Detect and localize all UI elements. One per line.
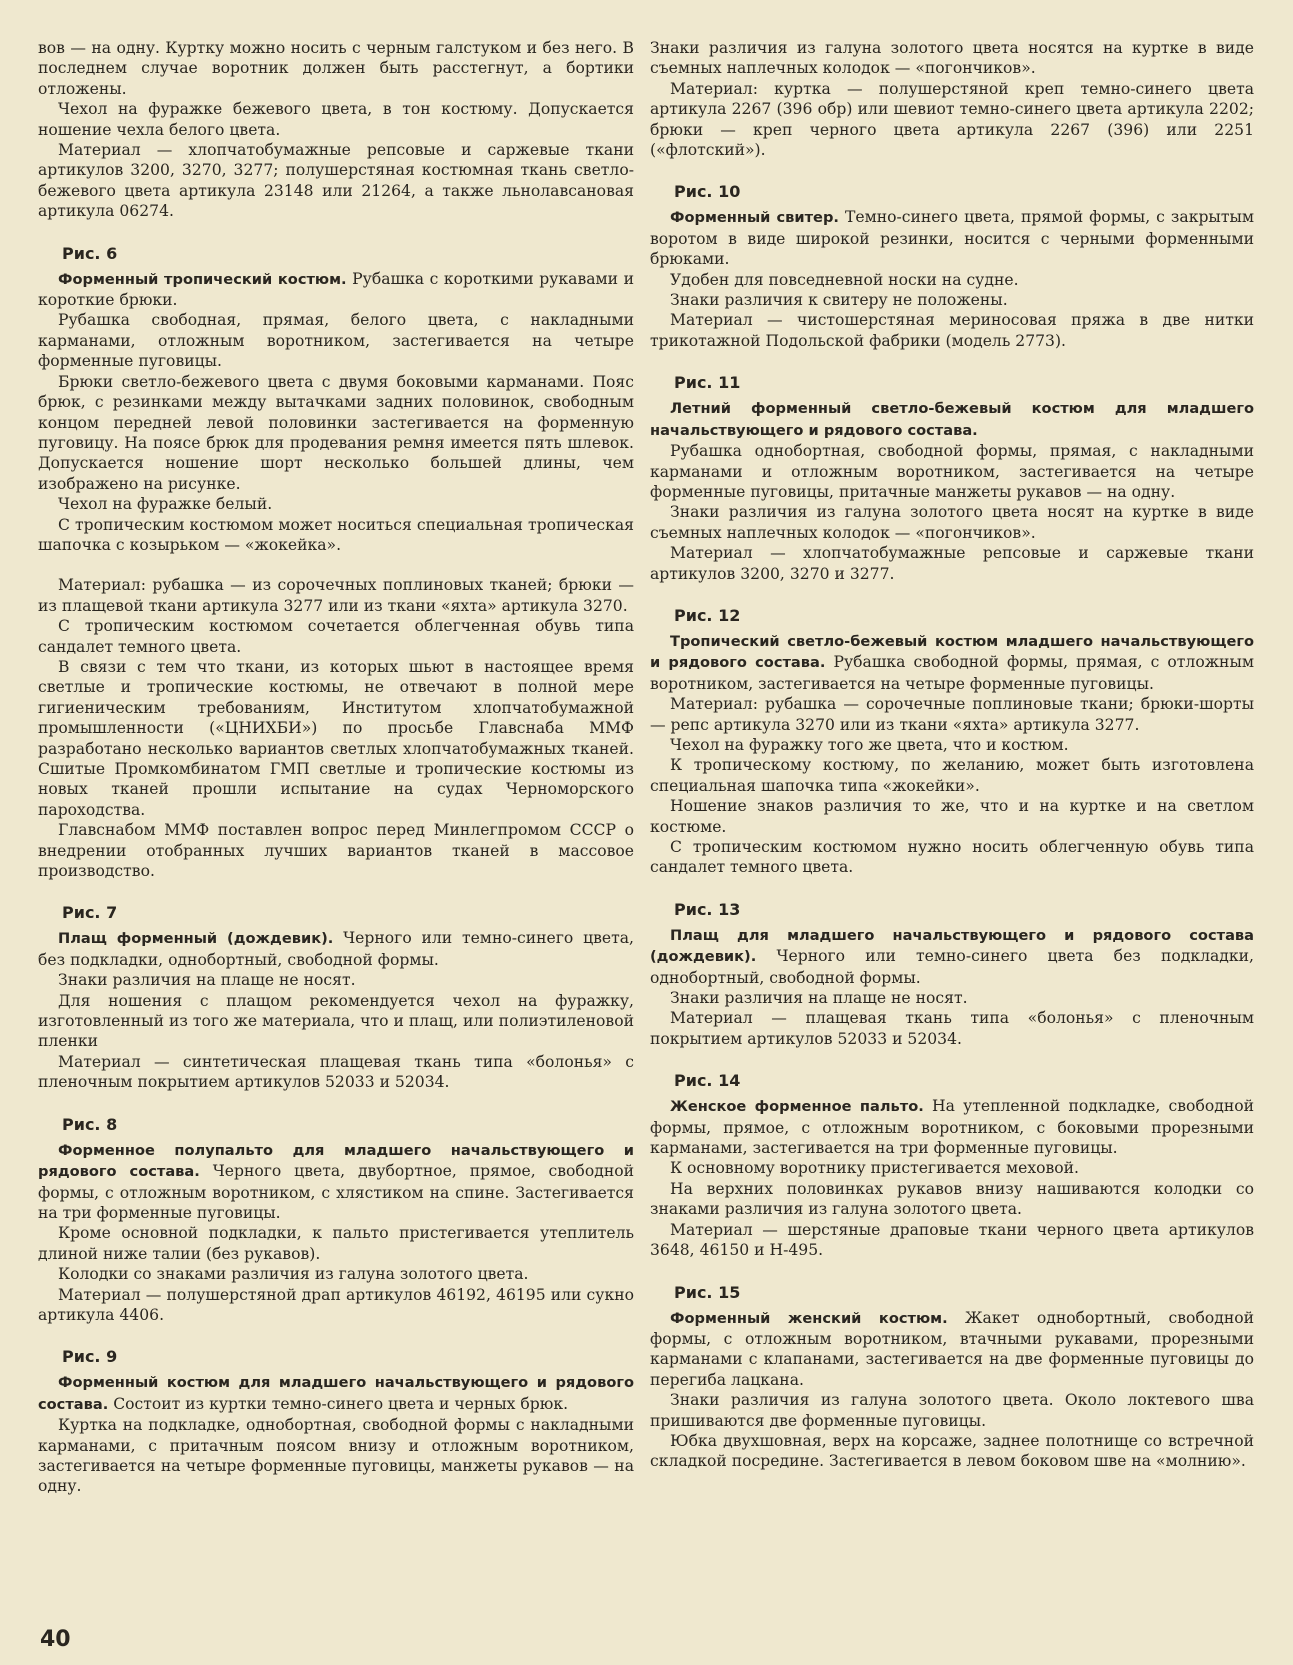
paragraph: Колодки со знаками различия из галуна золотого цвета.: [58, 1265, 529, 1284]
spacer: [38, 555, 634, 575]
paragraph: К основному воротнику пристегивается меховой.: [670, 1159, 1080, 1178]
lead-title: Форменный тропический костюм.: [58, 270, 347, 288]
paragraph: Знаки различия из галуна золотого цвета носятся на куртке в виде съемных наплечных колодок — «погончиков».: [650, 39, 1254, 78]
lead-paragraph: [650, 207, 1254, 269]
paragraph: К тропическому костюму, по желанию, может быть изготовлена специальная шапочка типа «жокейки».: [650, 756, 1254, 795]
lead-title: Летний форменный светло-бежевый костюм для младшего начальствующего и рядового состава.: [650, 400, 1254, 439]
lead-paragraph: [38, 269, 634, 311]
lead-paragraph: [650, 1308, 1254, 1391]
paragraph: На верхних половинках рукавов внизу нашиваются колодки со знаками различия из галуна золотого цвета.: [650, 1179, 1254, 1219]
lead-title: Форменный женский костюм.: [670, 1309, 948, 1327]
lead-title: Плащ форменный (дождевик).: [58, 930, 334, 948]
figure-heading: Рис. 15: [674, 1282, 741, 1302]
figure-heading: Рис. 9: [62, 1347, 118, 1367]
section-fig11: [650, 373, 1254, 584]
section-fig7: [38, 903, 634, 1092]
paragraph: Знаки различия из галуна золотого цвета. Около локтевого шва пришиваются две форменные пуговицы.: [650, 1391, 1254, 1430]
lead-title: Тропический светло-бежевый костюм младшего начальствующего и рядового состава.: [650, 632, 1254, 672]
lead-paragraph: [650, 631, 1254, 694]
paragraph: Материал — синтетическая плащевая ткань типа «болонья» с пленочным покрытием артикулов 52033 и 52034.: [38, 1052, 634, 1092]
lead-paragraph: [38, 928, 634, 970]
paragraph: Рубашка свободная, прямая, белого цвета, с накладными карманами, отложным воротником, застегивается на четыре форменные пуговицы.: [38, 311, 634, 371]
section-fig14: [650, 1071, 1254, 1260]
lead-paragraph: [650, 398, 1254, 441]
paragraph: Материал — хлопчатобумажные репсовые и саржевые ткани артикулов 3200, 3270, 3277; полушерстяная костюмная ткань светло-бежевого цвета артикула 23148 или 21264, а также льнолавсановая артикула 06274.: [38, 141, 634, 221]
paragraph: Удобен для повседневной носки на судне.: [670, 270, 1019, 289]
lead-title: Форменный костюм для младшего начальствующего и рядового состава.: [38, 1374, 634, 1413]
paragraph: Материал: рубашка — из сорочечных поплиновых тканей; брюки — из плащевой ткани артикула 3277 или из ткани «яхта» артикула 3270.: [38, 576, 634, 615]
lead-title: Форменное полупальто для младшего начальствующего и рядового состава.: [38, 1141, 634, 1181]
paragraph: С тропическим костюмом нужно носить облегченную обувь типа сандалет темного цвета.: [650, 838, 1254, 877]
page-number: 40: [40, 1627, 71, 1652]
paragraph: Кроме основной подкладки, к пальто пристегивается утеплитель длиной ниже талии (без рукавов).: [38, 1224, 634, 1263]
paragraph: Знаки различия на плаще не носят.: [58, 971, 356, 990]
lead-text: Рубашка с короткими рукавами и короткие брюки.: [38, 269, 634, 310]
paragraph: Материал — шерстяные драповые ткани черного цвета артикулов 3648, 46150 и Н-495.: [650, 1220, 1254, 1260]
left-column: [38, 38, 634, 1497]
paragraph: Материал: рубашка — сорочечные поплиновые ткани; брюки-шорты — репс артикула 3270 или из ткани «яхта» артикула 3277.: [650, 695, 1254, 734]
section-fig10: [650, 182, 1254, 351]
paragraph: Чехол на фуражке белый.: [58, 495, 273, 514]
paragraph: Знаки различия из галуна золотого цвета носят на куртке в виде съемных наплечных колодок — «погончиков».: [650, 503, 1254, 542]
paragraph: вов — на одну. Куртку можно носить с черным галстуком и без него. В последнем случае воротник должен быть расстегнут, а бортики отложены.: [38, 39, 634, 98]
paragraph: Юбка двухшовная, верх на корсаже, заднее полотнище со встречной складкой посредине. Застегивается в левом боковом шве на «молнию».: [650, 1431, 1254, 1471]
right-intro: [650, 38, 1254, 160]
lead-text: Темно-синего цвета, прямой формы, с закрытым воротом в виде широкой резинки, носится с черными форменными брюками.: [650, 208, 1255, 269]
paragraph: Главснабом ММФ поставлен вопрос перед Минлегпромом СССР о внедрении отобранных лучших вариантов тканей в массовое производство.: [38, 821, 634, 881]
figure-heading: Рис. 11: [674, 373, 741, 393]
right-column: [650, 38, 1254, 1472]
paragraph: Материал — полушерстяной драп артикулов 46192, 46195 или сукно артикула 4406.: [38, 1285, 634, 1324]
paragraph: В связи с тем что ткани, из которых шьют в настоящее время светлые и тропические костюмы, не отвечают в полной мере гигиеническим требованиям, Институтом хлопчатобумажной промышленности («ЦНИХБИ») по просьбе Главснаба ММФ разработано несколько вариантов светлых хлопчатобумажных тканей. Сшитые Промкомбинатом ГМП светлые и тропические костюмы из новых тканей прошли испытание на судах Черноморского пароходства.: [38, 657, 634, 819]
lead-text: На утепленной подкладке, свободной формы, прямое, с отложным воротником, с боковыми прорезными карманами, застегивается на три форменные пуговицы.: [650, 1097, 1254, 1158]
left-intro: [38, 38, 634, 222]
figure-heading: Рис. 8: [62, 1114, 118, 1134]
paragraph: Рубашка однобортная, свободной формы, прямая, с накладными карманами и отложным воротником, застегивается на четыре форменные пуговицы, притачные манжеты рукавов — на одну.: [650, 442, 1254, 501]
paragraph: Куртка на подкладке, однобортная, свободной формы с накладными карманами, с притачным поясом внизу и отложным воротником, застегивается на четыре форменные пуговицы, манжеты рукавов — на одну.: [38, 1416, 634, 1496]
paragraph: С тропическим костюмом сочетается облегченная обувь типа сандалет темного цвета.: [38, 617, 634, 656]
paragraph: Для ношения с плащом рекомендуется чехол на фуражку, изготовленный из того же материала, что и плащ, или полиэтиленовой пленки: [38, 991, 634, 1051]
lead-title: Плащ для младшего начальствующего и рядового состава (дождевик).: [650, 926, 1254, 966]
lead-text: Рубашка свободной формы, прямая, с отложным воротником, застегивается на четыре форменные пуговицы.: [650, 653, 1254, 693]
section-fig13: [650, 900, 1254, 1049]
paragraph: Знаки различия к свитеру не положены.: [670, 291, 1008, 310]
lead-text: Жакет однобортный, свободной формы, с отложным воротником, втачными рукавами, прорезными карманами с клапанами, застегивается на две форменные пуговицы до перегиба лацкана.: [650, 1308, 1254, 1389]
lead-paragraph: [650, 925, 1254, 988]
lead-text: Черного цвета, двубортное, прямое, свободной формы, с отложным воротником, с хлястиком на спине. Застегивается на три форменные пуговицы.: [38, 1162, 634, 1222]
lead-title: Женское форменное пальто.: [670, 1098, 924, 1116]
paragraph: Ношение знаков различия то же, что и на куртке и на светлом костюме.: [650, 797, 1254, 836]
paragraph: Материал — чистошерстяная мериносовая пряжа в две нитки трикотажной Подольской фабрики (модель 2773).: [650, 311, 1254, 350]
section-fig15: [650, 1283, 1254, 1472]
lead-text: Состоит из куртки темно-синего цвета и черных брюк.: [108, 1394, 569, 1413]
paragraph: Материал — хлопчатобумажные репсовые и саржевые ткани артикулов 3200, 3270 и 3277.: [650, 544, 1254, 583]
paragraph: С тропическим костюмом может носиться специальная тропическая шапочка с козырьком — «жокейка».: [38, 515, 634, 554]
paragraph: Чехол на фуражке бежевого цвета, в тон костюму. Допускается ношение чехла белого цвета.: [38, 100, 634, 139]
lead-text: Черного или темно-синего цвета без подкладки, однобортный, свободной формы.: [650, 947, 1254, 987]
section-fig6: [38, 244, 634, 882]
figure-heading: Рис. 13: [674, 899, 741, 919]
paragraph: Материал — плащевая ткань типа «болонья» с пленочным покрытием артикулов 52033 и 52034.: [650, 1009, 1254, 1048]
lead-paragraph: [38, 1372, 634, 1415]
section-fig9: [38, 1347, 634, 1496]
figure-heading: Рис. 12: [674, 605, 741, 625]
lead-paragraph: [650, 1096, 1254, 1158]
paragraph: Знаки различия на плаще не носят.: [670, 989, 968, 1008]
section-fig12: [650, 606, 1254, 878]
lead-paragraph: [38, 1140, 634, 1224]
figure-heading: Рис. 7: [62, 903, 118, 923]
lead-text: Черного или темно-синего цвета, без подкладки, однобортный, свободной формы.: [38, 929, 634, 969]
figure-heading: Рис. 10: [674, 182, 741, 202]
paragraph: Материал: куртка — полушерстяной креп темно-синего цвета артикула 2267 (396 обр) или шевиот темно-синего цвета артикула 2202; брюки — креп черного цвета артикула 2267 (396) или 2251 («флотский»).: [650, 79, 1254, 160]
paragraph: Чехол на фуражку того же цвета, что и костюм.: [670, 735, 1069, 754]
lead-title: Форменный свитер.: [670, 209, 839, 227]
section-fig8: [38, 1115, 634, 1326]
figure-heading: Рис. 14: [674, 1071, 741, 1091]
figure-heading: Рис. 6: [62, 243, 118, 263]
paragraph: Брюки светло-бежевого цвета с двумя боковыми карманами. Пояс брюк, с резинками между вытачками задних половинок, свободным концом передней левой половинки застегивается на форменную пуговицу. На поясе брюк для продевания ремня имеется пять шлевок. Допускается ношение шорт несколько большей длины, чем изображено на рисунке.: [38, 372, 634, 493]
